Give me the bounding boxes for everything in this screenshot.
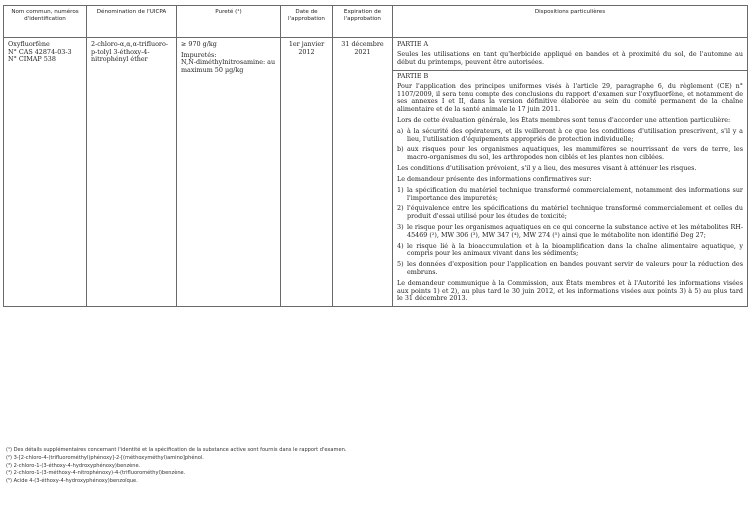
paragraph: Les conditions d'utilisation prévoient, s'il y a lieu, des mesures visant à atténuer les risques. [397,164,697,173]
cell-purity [177,38,281,307]
approval-table [3,5,748,307]
part-a-text: Seules les utilisations en tant qu'herbicide appliqué en bandes et à proximité du sol, de l'automne au début du printemps, peuvent être autorisées. [397,50,743,66]
divider [393,70,747,71]
table-row [4,38,748,307]
cas-number: N° CAS 42874-03-3 [8,47,72,56]
list-item: 2) l'équivalence entre les spécifications du matériel technique transformé commercialement et celles du produit d'essai utilisé pour les études de toxicité; [397,204,743,221]
impurity-label: Impuretés: [181,50,217,59]
header-approval-date: Date de l'approbation [281,6,333,38]
header-iupac-name: Dénomination de l'UICPA [87,6,177,38]
footnote: (³) 2-chloro-1-(3-éthoxy-4-hydroxyphénoxy)benzène. [6,462,141,469]
header-common-name: Nom commun, numéros d'identification [4,6,87,38]
paragraph: Lors de cette évaluation générale, les États membres sont tenus d'accorder une attention particulière: [397,116,731,124]
part-a-heading: PARTIE A [397,40,429,48]
cell-expiry-date: 31 décembre 2021 [333,38,393,307]
list-item: a) à la sécurité des opérateurs, et ils veilleront à ce que les conditions d'utilisation prescrivent, s'il y a lieu, l'utilisation d'équipements appropriés de protection individuelle; [397,126,743,143]
confirmatory-list [397,187,743,277]
cell-iupac-name: 2-chloro-α,α,α-trifluoro-p-tolyl 3-éthoxy-4-nitrophényl éther [87,38,177,307]
paragraph: Le demandeur présente des informations confirmatives sur: [397,174,592,183]
list-item: 5) les données d'exposition pour l'application en bandes pouvant servir de valeurs pour la réduction des embruns. [397,260,743,276]
impurity-detail: N,N-diméthylnitrosamine: au maximum 50 µg/kg [181,58,276,75]
list-item: 3) le risque pour les organismes aquatiques en ce qui concerne la substance active et les métabolites RH-45469 (²), MW 306 (³), MW 347 (⁴), MW 274 (⁵) ainsi que le métabolite non identifié Deg 27; [397,223,743,239]
substance-name: Oxyfluorfène [8,40,50,48]
header-purity: Pureté (¹) [177,6,281,38]
footnotes [6,447,736,486]
footnote: (⁴) 2-chloro-1-(3-méthoxy-4-nitrophénoxy)-4-(trifluorométhyl)benzène. [6,470,186,477]
list-item: b) aux risques pour les organismes aquatiques, les mammifères se nourrissant de vers de terre, les macro-organismes du sol, les arthropodes non ciblés et les plantes non ciblées. [397,145,743,162]
footnote: (²) 3-[2-chloro-4-(trifluorométhyl)phénoxy]-2-[(méthoxyméthyl)amino]phénol. [6,454,204,461]
footnote: (⁵) Acide 4-(3-éthoxy-4-hydroxyphénoxy)benzoïque. [6,478,138,485]
cell-common-name [4,38,87,307]
cell-approval-date: 1er janvier 2012 [281,38,333,307]
paragraph: Pour l'application des principes uniformes visés à l'article 29, paragraphe 6, du règlement (CE) n° 1107/2009, il sera tenu compte des conclusions du rapport d'examen sur l'oxyfluorfène, et notamment de ses annexes I et II, dans la version définitive élaborée au sein du comité permanent de la chaîne alimentaire et de la santé animale le 17 juin 2011. [397,82,743,114]
header-specific-provisions: Dispositions particulières [393,6,748,38]
attention-list [397,128,743,162]
cell-specific-provisions [393,38,748,307]
part-b-heading: PARTIE B [397,71,429,80]
footnote: (¹) Des détails supplémentaires concernant l'identité et la spécification de la substance active sont fournis dans le rapport d'examen. [6,447,347,453]
cimap-number: N° CIMAP 538 [8,55,56,64]
list-item: 4) le risque lié à la bioaccumulation et à la bioamplification dans la chaîne alimentaire aquatique, y compris pour les animaux vivant dans les sédiments; [397,241,743,258]
paragraph: Le demandeur communique à la Commission, aux États membres et à l'Autorité les informations visées aux points 1) et 2), au plus tard le 30 juin 2012, et les informations visées aux points 3) à 5) au plus tard le 31 décembre 2013. [397,278,743,303]
list-item: 1) la spécification du matériel technique transformé commercialement, notamment des informations sur l'importance des impuretés; [397,185,743,202]
table-header-row [4,6,748,38]
header-approval-expiry: Expiration de l'approbation [333,6,393,38]
purity-value: ≥ 970 g/kg [181,40,217,48]
